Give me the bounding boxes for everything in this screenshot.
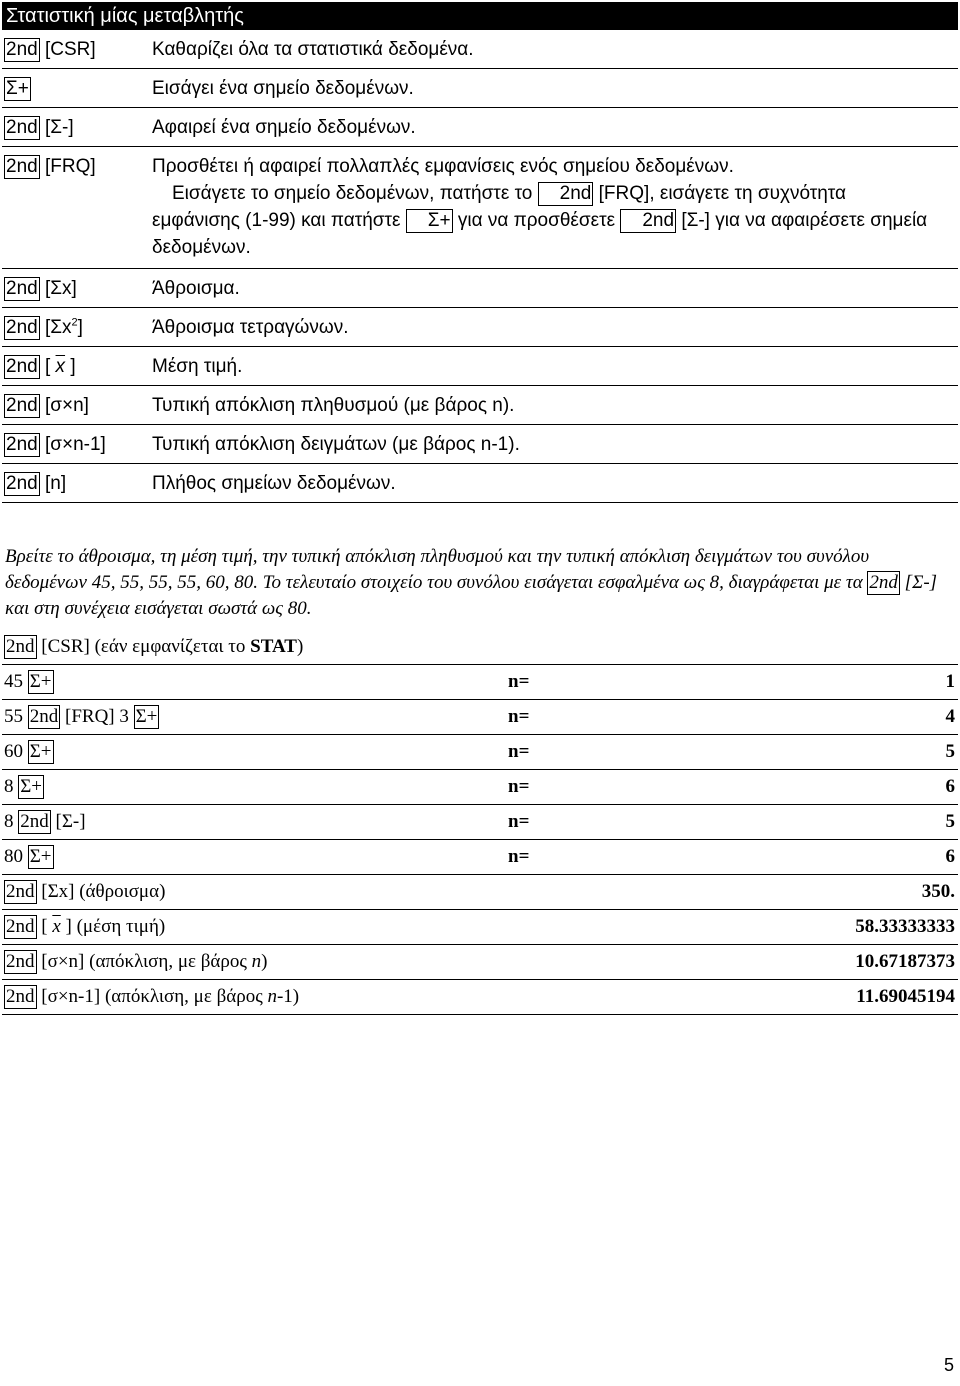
step-row: 2nd [Σx] (άθροισμα) 350. xyxy=(2,875,958,910)
key-sigma-n: [σ×n] xyxy=(44,395,89,416)
display-result: 6 xyxy=(945,846,955,867)
n-label: n= xyxy=(508,706,530,727)
table-row xyxy=(2,464,958,503)
key-sum-x2: $[\Sigma x^2]$ xyxy=(44,316,83,338)
step-row: 2nd [ $\overline{x}$ ] (μέση τιμή) 58.33333333 xyxy=(2,910,958,945)
key-2nd: 2nd xyxy=(620,209,676,233)
key-2nd: 2nd xyxy=(6,317,38,338)
key-sigma-plus: Σ+ xyxy=(20,776,43,797)
table-row xyxy=(2,30,958,69)
key-sigma-plus: Σ+ xyxy=(29,846,52,867)
key-2nd: 2nd xyxy=(538,182,594,206)
step-row: 55 2nd [FRQ] 3 Σ+ n= 4 xyxy=(2,700,958,735)
display-result: 4 xyxy=(945,706,955,727)
table-row xyxy=(2,108,958,147)
display-result: 5 xyxy=(945,741,955,762)
key-mean: [ $\overline{x}$ ] xyxy=(44,356,76,377)
table-row xyxy=(2,347,958,386)
display-result: 11.69045194 xyxy=(856,986,955,1007)
key-frq: [FRQ] xyxy=(44,156,96,177)
row-description: Άθροισμα τετραγώνων. xyxy=(152,317,349,338)
section-title: Στατιστική μίας μεταβλητής xyxy=(2,2,958,30)
key-2nd: 2nd xyxy=(6,356,38,377)
key-reference-table xyxy=(2,30,958,503)
key-2nd: 2nd xyxy=(6,881,35,902)
n-label: n= xyxy=(508,776,530,797)
step-row: 8 Σ+ n= 6 xyxy=(2,770,958,805)
key-sigma-plus: Σ+ xyxy=(406,209,453,233)
frequency-note: Εισάγετε το σημείο δεδομένων, πατήστε το 2nd [FRQ], εισάγετε τη συχνότητα εμφάνισης (1-99) και πατήστε Σ+ για να προσθέσετε 2nd [Σ-] για να αφαιρέσετε σημεία δεδομένων. xyxy=(152,183,928,258)
key-sigma-plus: Σ+ xyxy=(29,741,52,762)
key-2nd: 2nd xyxy=(6,916,35,937)
n-label: n= xyxy=(508,671,530,692)
page-number: 5 xyxy=(943,1355,954,1375)
row-description: Εισάγει ένα σημείο δεδομένων. xyxy=(152,78,414,99)
step-row: 8 2nd [Σ-] n= 5 xyxy=(2,805,958,840)
key-2nd: 2nd xyxy=(6,986,35,1007)
display-result: 1 xyxy=(945,671,955,692)
table-row xyxy=(2,269,958,308)
n-label: n= xyxy=(508,811,530,832)
step-row: 2nd [σ×n-1] (απόκλιση, με βάρος n-1) 11.69045194 xyxy=(2,980,958,1015)
row-description: Καθαρίζει όλα τα στατιστικά δεδομένα. xyxy=(152,39,474,60)
row-description: Προσθέτει ή αφαιρεί πολλαπλές εμφανίσεις ενός σημείου δεδομένων. xyxy=(152,156,734,177)
key-sigma-n1: [σ×n-1] xyxy=(44,434,106,455)
n-label: n= xyxy=(508,741,530,762)
row-description: Πλήθος σημείων δεδομένων. xyxy=(152,473,396,494)
key-sigma-minus: [Σ-] xyxy=(44,117,74,138)
key-csr: [CSR] xyxy=(44,39,96,60)
step-row: 80 Σ+ n= 6 xyxy=(2,840,958,875)
display-result: 6 xyxy=(945,776,955,797)
key-2nd: 2nd xyxy=(6,636,35,657)
step-row: 2nd [CSR] (εάν εμφανίζεται το STAT) xyxy=(2,630,958,665)
n-label: n= xyxy=(508,846,530,867)
stat-indicator: STAT xyxy=(250,636,297,657)
key-2nd: 2nd xyxy=(20,811,49,832)
key-sigma-plus: Σ+ xyxy=(135,706,158,727)
step-row: 45 Σ+ n= 1 xyxy=(2,665,958,700)
key-2nd: 2nd xyxy=(6,951,35,972)
example-steps xyxy=(2,630,958,1015)
example-paragraph: Βρείτε το άθροισμα, τη μέση τιμή, την τυπική απόκλιση πληθυσμού και την τυπική απόκλιση δειγμάτων του συνόλου δεδομένων 45, 55, 55, 55, 60, 80. Το τελευταίο στοιχείο του συνόλου εισάγεται εσφαλμένα ως 8, διαγράφεται με τα 2nd [Σ-] και στη συνέχεια εισάγεται σωστά ως 80. xyxy=(5,546,938,619)
row-description: Μέση τιμή. xyxy=(152,356,243,377)
table-row xyxy=(2,425,958,464)
table-row xyxy=(2,386,958,425)
table-row xyxy=(2,308,958,347)
key-2nd: 2nd xyxy=(6,39,38,60)
key-2nd: 2nd xyxy=(869,572,898,593)
key-2nd: 2nd xyxy=(29,706,59,727)
key-sum-x: [Σx] xyxy=(44,278,77,299)
key-sigma-plus: Σ+ xyxy=(6,78,29,99)
step-row: 60 Σ+ n= 5 xyxy=(2,735,958,770)
display-result: 5 xyxy=(945,811,955,832)
row-description: Αφαιρεί ένα σημείο δεδομένων. xyxy=(152,117,416,138)
display-result: 10.67187373 xyxy=(855,951,955,972)
display-result: 58.33333333 xyxy=(855,916,955,937)
table-row xyxy=(2,147,958,269)
row-description: Άθροισμα. xyxy=(152,278,240,299)
row-description: Τυπική απόκλιση δειγμάτων (με βάρος n-1). xyxy=(152,434,520,455)
key-2nd: 2nd xyxy=(6,117,38,138)
key-sigma-plus: Σ+ xyxy=(29,671,52,692)
key-2nd: 2nd xyxy=(6,395,38,416)
step-row: 2nd [σ×n] (απόκλιση, με βάρος n) 10.67187373 xyxy=(2,945,958,980)
key-2nd: 2nd xyxy=(6,156,38,177)
key-2nd: 2nd xyxy=(6,278,38,299)
table-row xyxy=(2,69,958,108)
key-2nd: 2nd xyxy=(6,434,38,455)
row-description: Τυπική απόκλιση πληθυσμού (με βάρος n). xyxy=(152,395,515,416)
key-2nd: 2nd xyxy=(6,473,38,494)
display-result: 350. xyxy=(921,881,955,902)
key-count-n: [n] xyxy=(44,473,67,494)
